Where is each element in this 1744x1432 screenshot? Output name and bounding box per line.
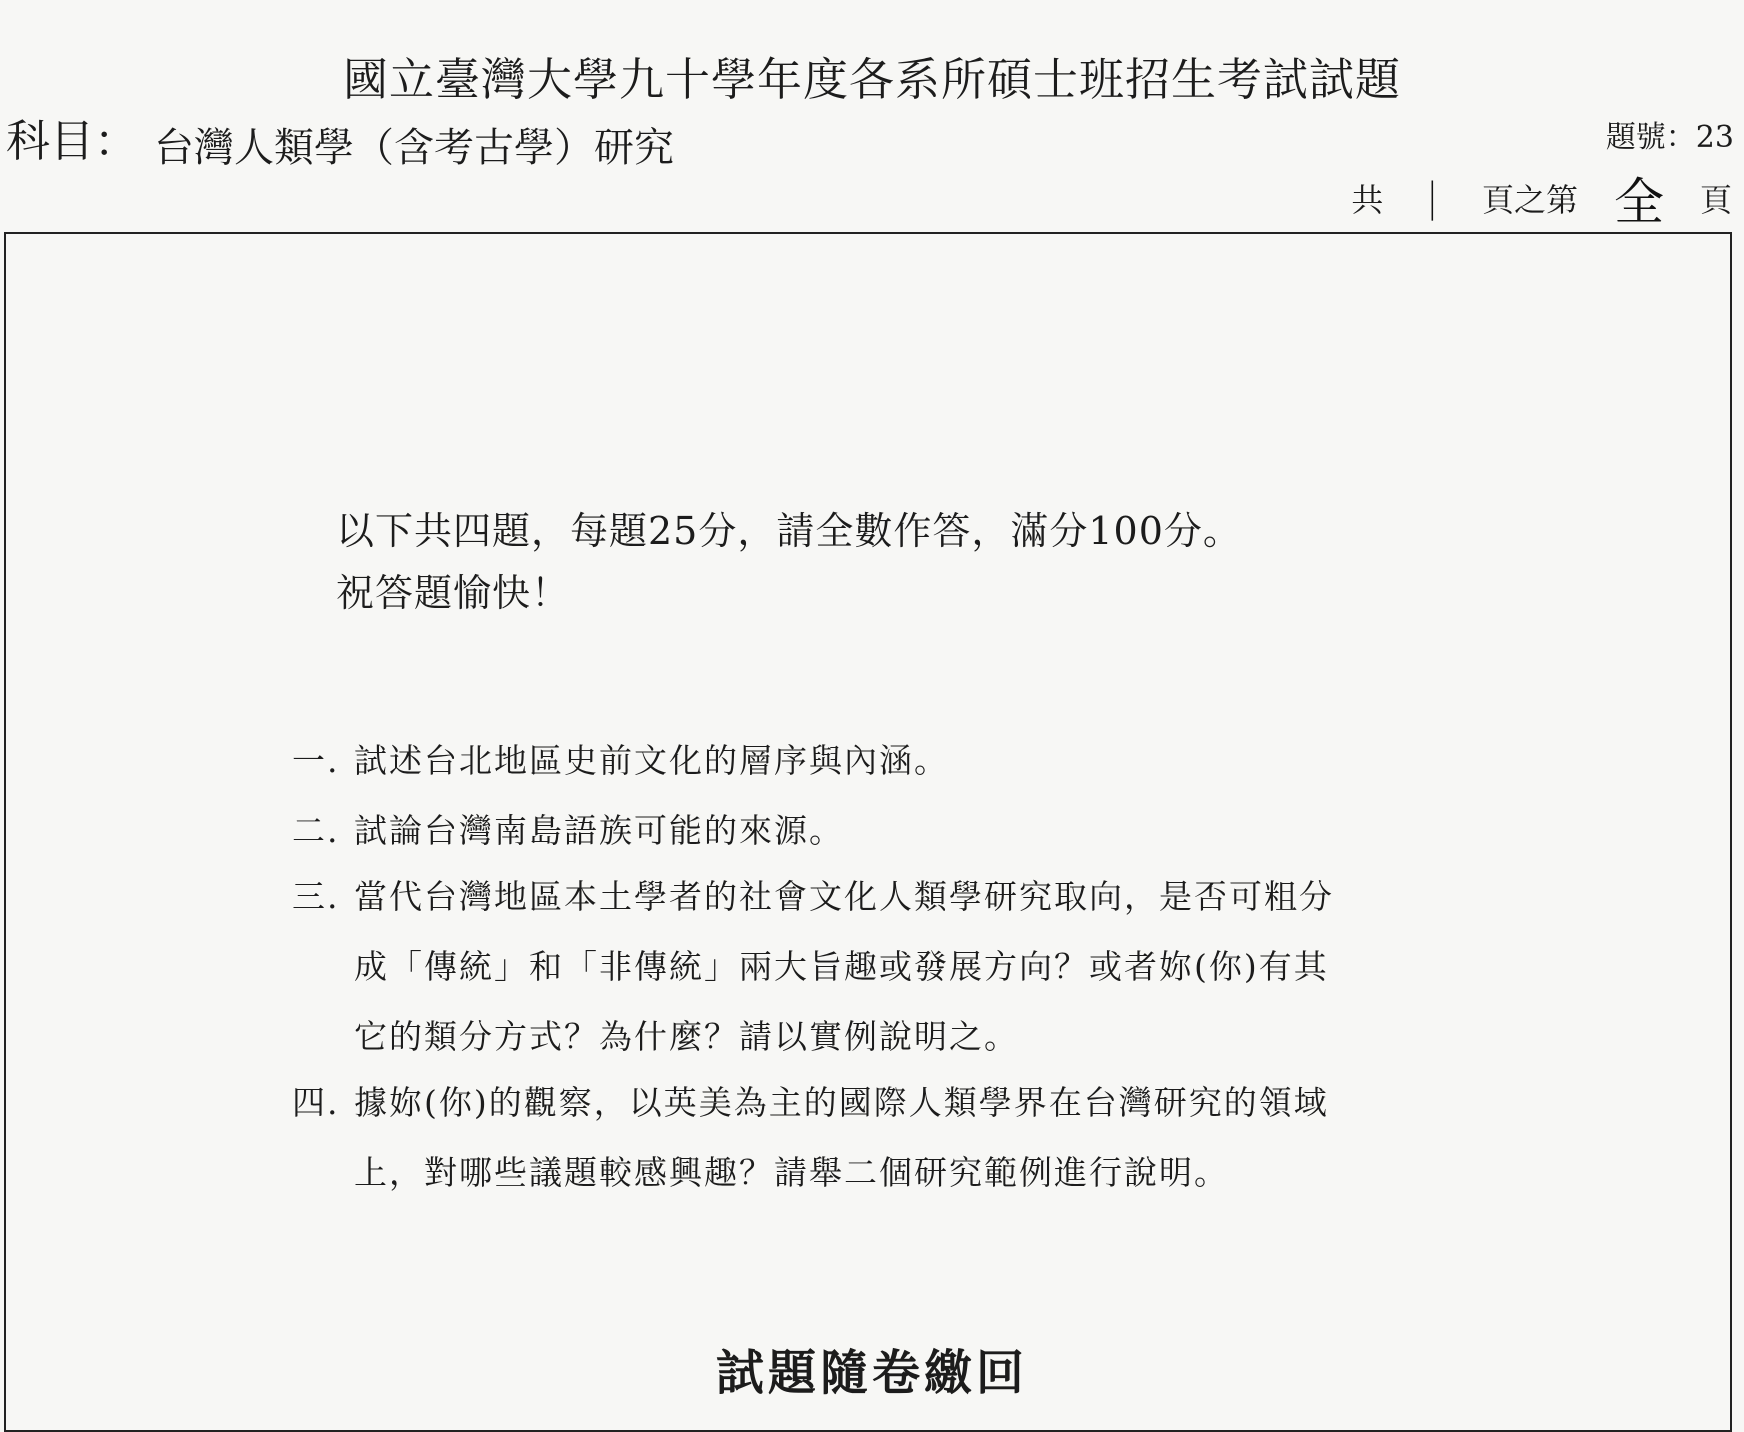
question-text-line: 試述台北地區史前文化的層序與內涵。 [354, 741, 949, 780]
instructions-line-1: 以下共四題，每題25分，請全數作答，滿分100分。 [336, 509, 1242, 553]
question-2 [292, 796, 844, 866]
instructions-line-2: 祝答題愉快！ [336, 571, 571, 615]
question-text-line: 當代台灣地區本土學者的社會文化人類學研究取向，是否可粗分 [354, 877, 1334, 916]
question-frame [4, 232, 1732, 1432]
subject-label: 科目： [6, 116, 138, 167]
page-current-handwritten: 全 [1613, 173, 1664, 231]
question-number-label: 二. [292, 811, 340, 850]
page-count-suffix: 頁 [1699, 181, 1732, 219]
page-count-middle: 頁之第 [1481, 181, 1578, 219]
exam-title: 國立臺灣大學九十學年度各系所碩士班招生考試試題 [342, 53, 1401, 106]
subject-value: 台灣人類學（含考古學）研究 [154, 125, 674, 171]
question-number-label: 四. [292, 1083, 340, 1122]
question-3 [292, 862, 1334, 1072]
question-text-line: 據妳(你)的觀察，以英美為主的國際人類學界在台灣研究的領域 [354, 1083, 1329, 1122]
page-total-handwritten: | [1430, 175, 1436, 221]
question-text-line: 它的類分方式？為什麼？請以實例說明之。 [354, 1017, 1019, 1056]
return-notice: 試題隨卷繳回 [715, 1345, 1028, 1401]
instructions [336, 500, 1242, 624]
question-text-line: 試論台灣南島語族可能的來源。 [354, 811, 844, 850]
question-number: 題號：23 [1605, 120, 1734, 155]
page-count-prefix: 共 [1351, 181, 1384, 219]
question-text-line: 上，對哪些議題較感興趣？請舉二個研究範例進行說明。 [354, 1153, 1229, 1192]
page-count [1351, 168, 1732, 231]
question-4 [292, 1068, 1329, 1208]
question-text-line: 成「傳統」和「非傳統」兩大旨趣或發展方向？或者妳(你)有其 [354, 947, 1329, 986]
question-number-label: 一. [292, 741, 340, 780]
question-1 [292, 726, 949, 796]
question-number-label: 三. [292, 877, 340, 916]
